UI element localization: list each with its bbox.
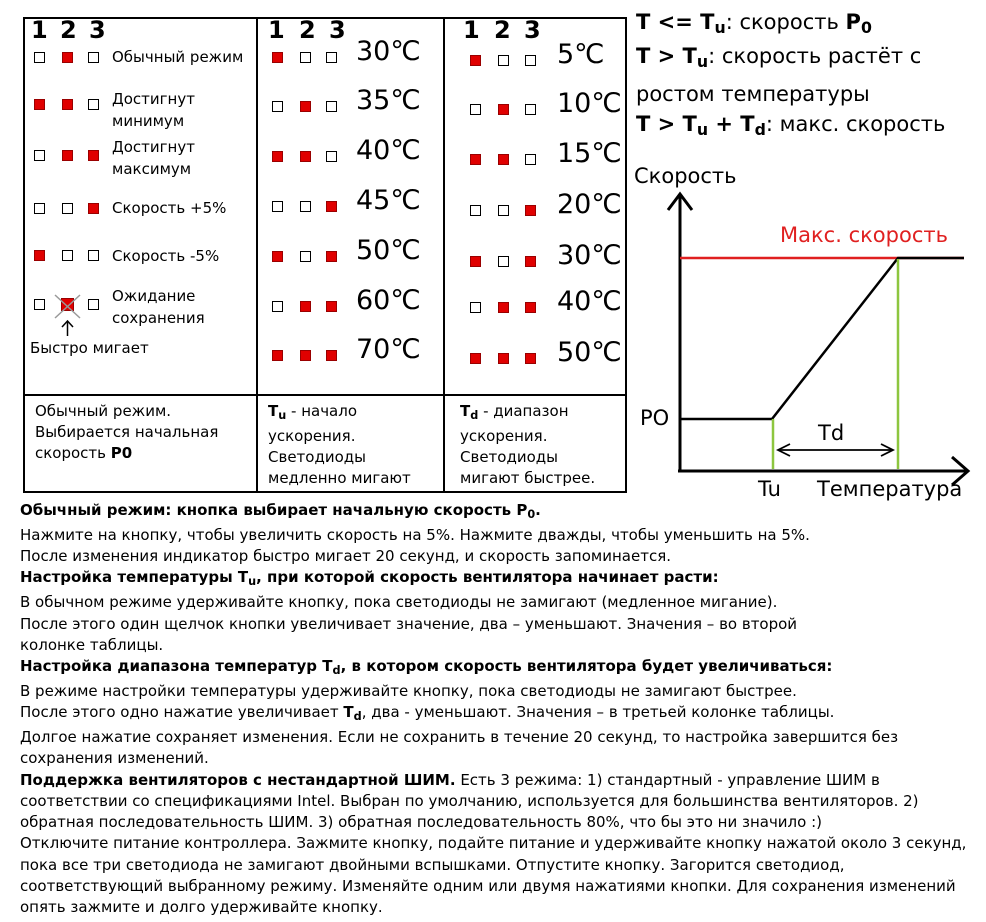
temp-td-value: 40℃	[557, 286, 622, 317]
led-indicator	[498, 256, 509, 267]
temp-td-value: 10℃	[557, 88, 622, 119]
led-indicator	[498, 205, 509, 216]
mode-label-min: Достигнут минимум	[112, 90, 195, 130]
mode-label-max: Достигнут максимум	[112, 138, 195, 178]
temp-td-value: 15℃	[557, 138, 622, 169]
td-label: Td	[818, 421, 845, 445]
temp-tu-value: 30℃	[356, 36, 421, 67]
mode-label-plus5: Скорость +5%	[112, 199, 227, 217]
led-indicator	[498, 154, 509, 165]
temp-td-value: 50℃	[557, 337, 622, 368]
led-indicator	[62, 99, 73, 110]
mode-label-minus5: Скорость -5%	[112, 247, 220, 265]
led-indicator	[62, 150, 73, 161]
led-indicator	[470, 302, 481, 313]
led-indicator	[326, 201, 337, 212]
tu-label: Tu	[758, 477, 781, 501]
led-indicator	[470, 256, 481, 267]
temp-td-value: 30℃	[557, 240, 622, 271]
led-indicator	[498, 104, 509, 115]
col2-header-3: 3	[329, 16, 346, 44]
instr-normal-line-2: После изменения индикатор быстро мигает 20 секунд, и скорость запоминается.	[20, 547, 671, 566]
led-indicator	[525, 104, 536, 115]
temp-tu-value: 70℃	[356, 334, 421, 365]
led-indicator	[300, 101, 311, 112]
led-indicator	[470, 154, 481, 165]
instr-td-line-1: В режиме настройки температуры удерживайте кнопку, пока светодиоды не замигают быстрее.	[20, 682, 797, 701]
led-indicator	[88, 299, 99, 310]
led-indicator	[470, 55, 481, 66]
instr-td-line-2: После этого одно нажатие увеличивает $T_d$, два - уменьшают. Значения – в третьей колонке таблицы.	[20, 703, 835, 724]
led-indicator	[300, 201, 311, 212]
led-indicator	[498, 353, 509, 364]
col3-header-3: 3	[524, 16, 541, 44]
led-indicator	[470, 205, 481, 216]
led-indicator	[34, 150, 45, 161]
col2-header-1: 1	[268, 16, 285, 44]
led-indicator	[62, 250, 73, 261]
col2-header-2: 2	[299, 16, 316, 44]
led-indicator	[300, 301, 311, 312]
instr-td-line-3: Долгое нажатие сохраняет изменения. Если не сохранить в течение 20 секунд, то настройка завершится без сохранения изменений.	[20, 728, 899, 768]
led-indicator	[525, 154, 536, 165]
led-indicator	[498, 302, 509, 313]
blink-note: Быстро мигает	[30, 339, 149, 357]
speed-curve	[680, 258, 964, 419]
x-axis-label: Температура	[817, 477, 963, 501]
col1-header-2: 2	[60, 16, 77, 44]
led-indicator	[88, 150, 99, 161]
led-indicator	[62, 203, 73, 214]
led-indicator	[88, 203, 99, 214]
led-indicator	[272, 201, 283, 212]
temp-tu-value: 40℃	[356, 135, 421, 166]
led-indicator	[300, 350, 311, 361]
mode-label-save: Ожидание сохранения	[112, 287, 205, 327]
led-indicator	[272, 350, 283, 361]
y-axis-label: Скорость	[634, 164, 737, 188]
instr-tu-line-1: В обычном режиме удерживайте кнопку, пока светодиоды не замигают (медленное мигание).	[20, 593, 778, 612]
instr-normal-line-1: Нажмите на кнопку, чтобы увеличить скорость на 5%. Нажмите дважды, чтобы уменьшить на 5%.	[20, 526, 810, 545]
led-indicator	[34, 52, 45, 63]
led-indicator	[272, 101, 283, 112]
temp-tu-value: 60℃	[356, 285, 421, 316]
table-divider-2	[443, 17, 445, 493]
col3-header-1: 1	[463, 16, 480, 44]
instr-tu-title: Настройка температуры $T_u$, при которой скорость вентилятора начинает расти:	[20, 568, 719, 589]
led-indicator	[272, 52, 283, 63]
led-indicator	[470, 104, 481, 115]
instr-tu-line-2: После этого один щелчок кнопки увеличивает значение, два – уменьшают. Значения – во второй колонке таблицы.	[20, 614, 798, 654]
led-indicator	[326, 251, 337, 262]
led-indicator	[326, 301, 337, 312]
led-indicator	[525, 353, 536, 364]
led-indicator	[498, 55, 509, 66]
led-indicator	[34, 250, 45, 261]
led-indicator	[525, 205, 536, 216]
led-indicator	[326, 151, 337, 162]
col1-header-1: 1	[31, 16, 48, 44]
blink-marker-icon	[50, 292, 86, 336]
led-indicator	[300, 251, 311, 262]
rule-3: $T > T_u + T_d$: макс. скорость	[636, 112, 946, 139]
led-indicator	[34, 99, 45, 110]
led-indicator	[88, 250, 99, 261]
max-speed-label: Макс. скорость	[780, 223, 948, 247]
led-indicator	[326, 101, 337, 112]
led-indicator	[300, 52, 311, 63]
led-indicator	[272, 151, 283, 162]
led-indicator	[34, 299, 45, 310]
instr-pwm-line-1: Отключите питание контроллера. Зажмите кнопку, подайте питание и удерживайте кнопку нажатой около 3 секунд, пока все три светодиода не замигают двойными вспышками. Отпустите кнопку. Загорится светодиод, соответствующий выбранному режиму. Изменяйте одним или двумя нажатиями кнопки. Для сохранения изменений опять зажмите и долго удерживайте кнопку.	[20, 834, 967, 916]
led-indicator	[525, 55, 536, 66]
rule-2: $T > T_u$: скорость растёт с ростом температуры	[636, 44, 922, 106]
led-indicator	[300, 151, 311, 162]
rule-1: $T <= T_u$: скорость $P_0$	[636, 10, 872, 37]
col3-header-2: 2	[494, 16, 511, 44]
led-indicator	[326, 350, 337, 361]
led-indicator	[272, 251, 283, 262]
speed-graph	[630, 160, 980, 500]
instr-td-title: Настройка диапазона температур $T_d$, в котором скорость вентилятора будет увеличиваться:	[20, 657, 833, 677]
temp-td-value: 20℃	[557, 189, 622, 220]
table-footer-divider	[23, 394, 627, 396]
instr-pwm-title: Поддержка вентиляторов с нестандартной ШИМ. Есть 3 режима: 1) стандартный - управление ШИМ в соответствии со спецификациями Intel. Выбран по умолчанию, используется для большинства вентиляторов. 2) обратная последовательность ШИМ. 3) обратная последовательность 80%, что бы это ни значило :)	[20, 770, 919, 832]
led-indicator	[88, 99, 99, 110]
temp-tu-value: 50℃	[356, 235, 421, 266]
led-indicator	[272, 301, 283, 312]
col3-footer: $T_d$ - диапазон ускорения. Светодиоды мигают быстрее.	[460, 402, 596, 487]
led-indicator	[525, 256, 536, 267]
mode-label-normal: Обычный режим	[112, 48, 244, 66]
led-indicator	[62, 52, 73, 63]
col2-footer: $T_u$ - начало ускорения. Светодиоды медленно мигают	[268, 402, 411, 487]
temp-tu-value: 45℃	[356, 185, 421, 216]
led-indicator	[470, 353, 481, 364]
p0-label: PO	[640, 406, 670, 430]
instructions-block	[20, 500, 970, 918]
temp-tu-value: 35℃	[356, 85, 421, 116]
col1-footer: Обычный режим. Выбирается начальная скорость P0	[35, 402, 219, 462]
table-divider-1	[256, 17, 258, 493]
instr-normal-title: Обычный режим: кнопка выбирает начальную скорость $P_0$.	[20, 501, 541, 521]
led-indicator	[326, 52, 337, 63]
led-indicator	[88, 52, 99, 63]
led-indicator	[34, 203, 45, 214]
temp-td-value: 5℃	[557, 39, 605, 70]
col1-header-3: 3	[89, 16, 106, 44]
led-indicator	[525, 302, 536, 313]
